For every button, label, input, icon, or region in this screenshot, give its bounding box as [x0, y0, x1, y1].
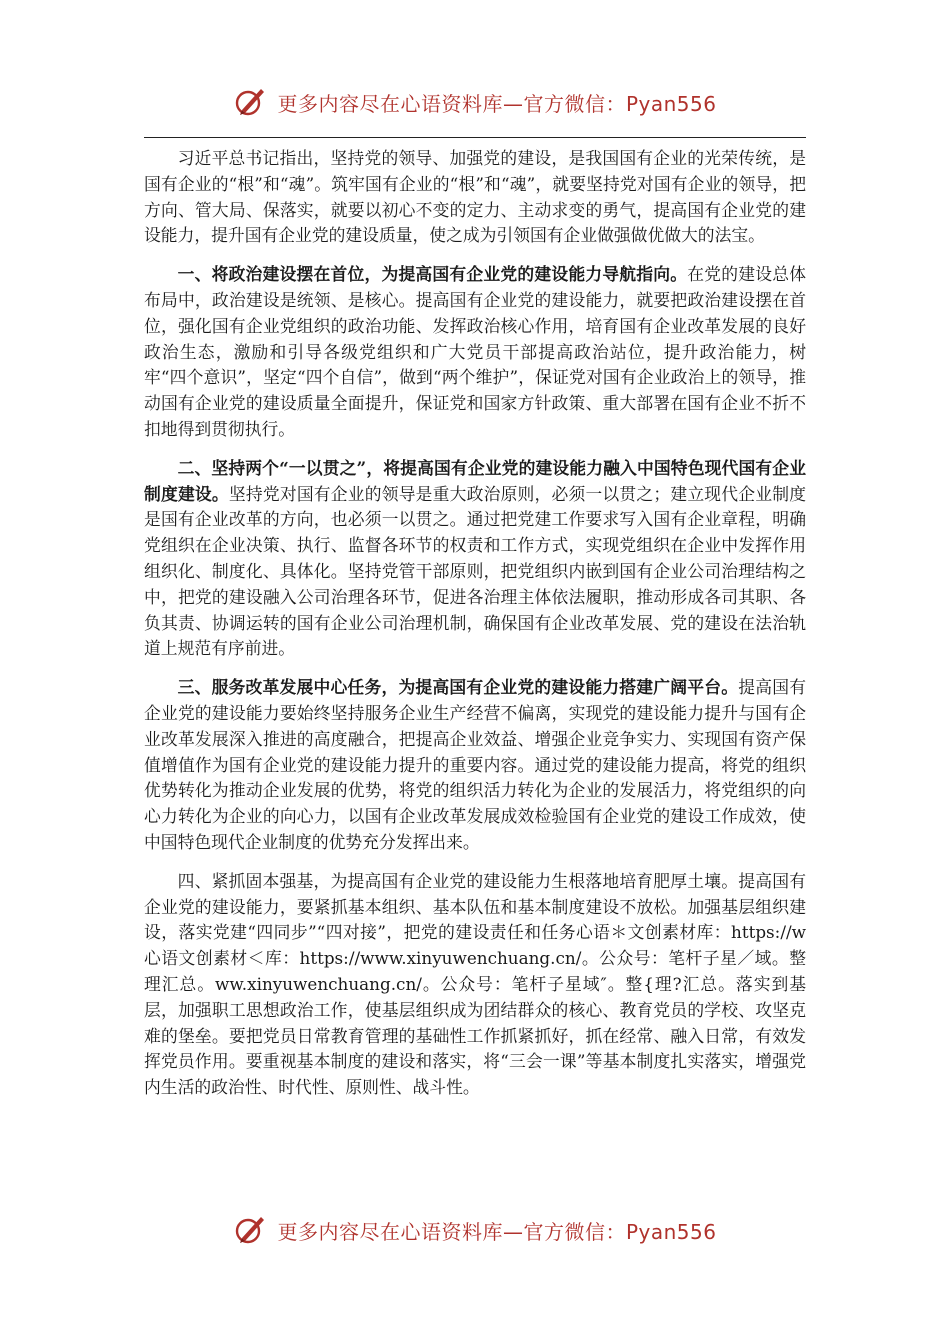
pen-logo-icon	[233, 1212, 269, 1248]
paragraph-section-2	[144, 456, 806, 662]
footer-banner	[0, 1210, 950, 1250]
header-banner	[0, 82, 950, 122]
header-banner-text: 更多内容尽在心语资料库—官方微信：Pyan556	[277, 91, 717, 116]
header-divider	[144, 137, 806, 138]
paragraph-intro	[144, 146, 806, 249]
paragraph-section-4	[144, 869, 806, 1101]
section-1-text: 在党的建设总体布局中，政治建设是统领、是核心。提高国有企业党的建设能力，就要把政治建设摆在首位，强化国有企业党组织的政治功能、发挥政治核心作用，培育国有企业改革发展的良好政治生态，激励和引导各级党组织和广大党员干部提高政治站位，提升政治能力，树牢“四个意识”，坚定“四个自信”，做到“两个维护”，保证党对国有企业政治上的领导，推动国有企业党的建设质量全面提升，保证党和国家方针政策、重大部署在国有企业不折不扣地得到贯彻执行。	[144, 264, 806, 439]
footer-banner-text: 更多内容尽在心语资料库—官方微信：Pyan556	[277, 1219, 717, 1244]
paragraph-section-3	[144, 675, 806, 856]
section-3-text: 提高国有企业党的建设能力要始终坚持服务企业生产经营不偏离，实现党的建设能力提升与国有企业改革发展深入推进的高度融合，把提高企业效益、增强企业竞争实力、实现国有资产保值增值作为国有企业党的建设能力提升的重要内容。通过党的建设能力提高，将党的组织优势转化为推动企业发展的优势，将党的组织活力转化为企业的发展活力，将党组织的向心力转化为企业的向心力，以国有企业改革发展成效检验国有企业党的建设工作成效，使中国特色现代企业制度的优势充分发挥出来。	[144, 677, 806, 852]
section-3-heading: 三、服务改革发展中心任务，为提高国有企业党的建设能力搭建广阔平台。	[177, 677, 739, 698]
pen-logo-icon	[233, 84, 269, 120]
section-2-heading: 二、坚持两个“一以贯之”，将提高国有企业党的建设能力融入中国特色现代国有企业制度建设。	[144, 457, 806, 504]
paragraph-section-1	[144, 262, 806, 443]
section-2-text: 坚持党对国有企业的领导是重大政治原则，必须一以贯之；建立现代企业制度是国有企业改革的方向，也必须一以贯之。通过把党建工作要求写入国有企业章程，明确党组织在企业决策、执行、监督各环节的权责和工作方式，实现党组织在企业中发挥作用组织化、制度化、具体化。坚持党管干部原则，把党组织内嵌到国有企业公司治理结构之中，把党的建设融入公司治理各环节，促进各治理主体依法履职，推动形成各司其职、各负其责、协调运转的国有企业公司治理机制，确保国有企业改革发展、党的建设在法治轨道上规范有序前进。	[144, 483, 806, 659]
document-body	[144, 146, 806, 1101]
section-1-heading: 一、将政治建设摆在首位，为提高国有企业党的建设能力导航指向。	[177, 264, 688, 285]
paragraph-intro-text: 习近平总书记指出，坚持党的领导、加强党的建设，是我国国有企业的光荣传统，是国有企业的“根”和“魂”。筑牢国有企业的“根”和“魂”，就要坚持党对国有企业的领导，把方向、管大局、保落实，就要以初心不变的定力、主动求变的勇气，提高国有企业党的建设能力，提升国有企业党的建设质量，使之成为引领国有企业做强做优做大的法宝。	[144, 148, 806, 246]
section-4-text: 四、紧抓固本强基，为提高国有企业党的建设能力生根落地培育肥厚土壤。提高国有企业党的建设能力，要紧抓基本组织、基本队伍和基本制度建设不放松。加强基层组织建设，落实党建“四同步”“四对接”，把党的建设责任和任务心语＊文创素材库：https://w心语文创素材＜库：https://www.xinyuwenchuang.cn/。公众号：笔杆子星／域。整理汇总。ww.xinyuwenchuang.cn/。公众号：笔杆子星域″。整{理?汇总。落实到基层，加强职工思想政治工作，使基层组织成为团结群众的核心、教育党员的学校、攻坚克难的堡垒。要把党员日常教育管理的基础性工作抓紧抓好，抓在经常、融入日常，有效发挥党员作用。要重视基本制度的建设和落实，将“三会一课”等基本制度扎实落实，增强党内生活的政治性、时代性、原则性、战斗性。	[144, 870, 806, 1098]
